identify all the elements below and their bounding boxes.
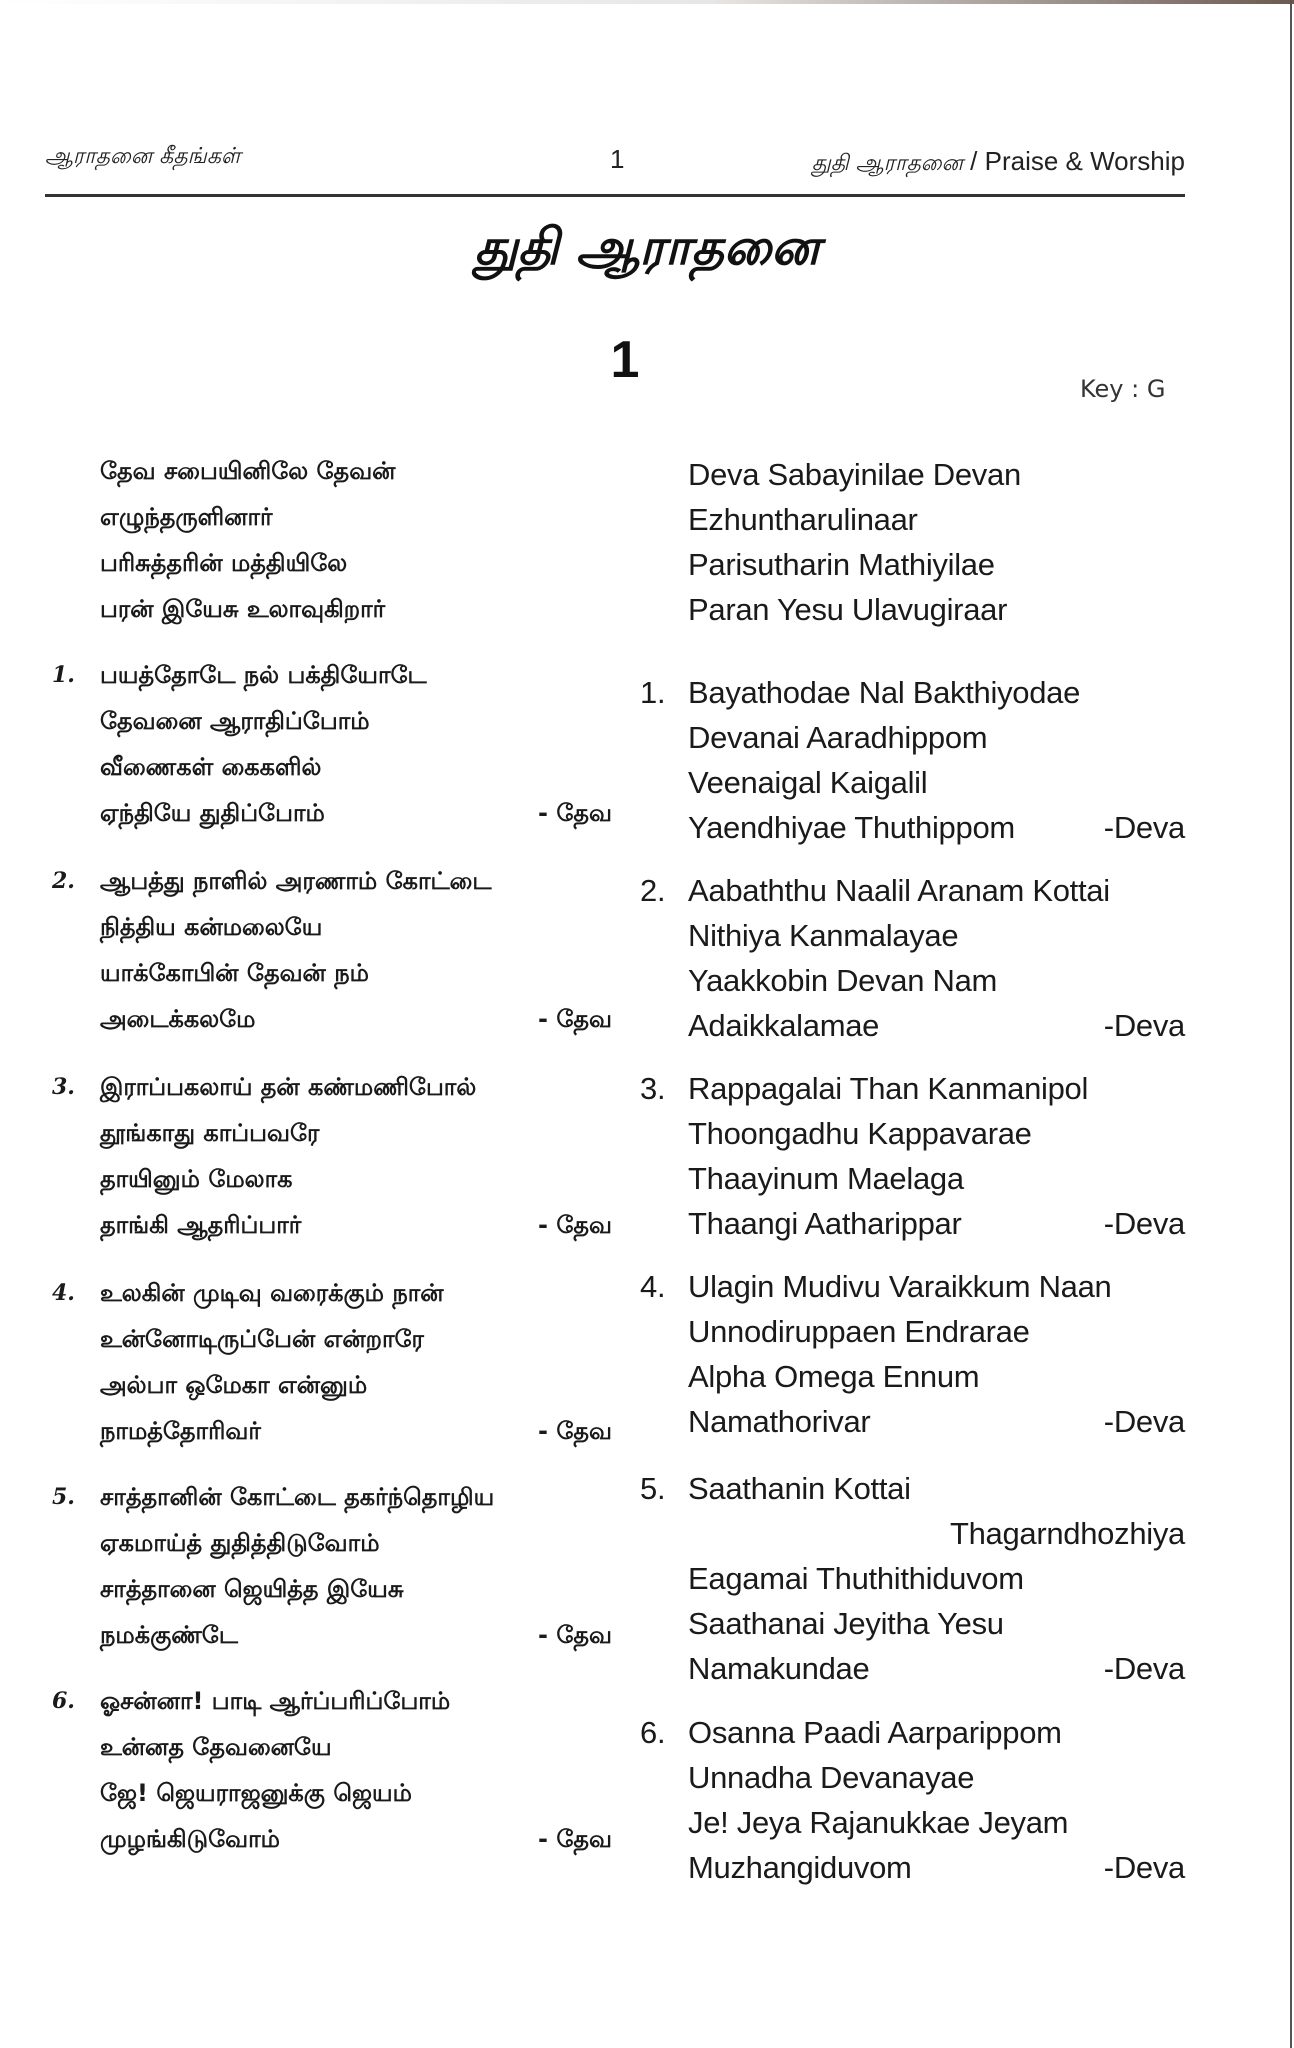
section-header-separator: / (962, 146, 985, 176)
lyric-line: அல்பா ஒமேகா என்னும் (100, 1371, 368, 1399)
lyric-line: Thaayinum Maelaga (688, 1161, 964, 1196)
lyric-line (52, 1612, 612, 1658)
section-title: துதி ஆராதனை (474, 218, 820, 276)
lyric-text: Saathanin Kottai (688, 1471, 911, 1506)
lyric-line: உன்னோடிருப்பேன் என்றாரே (100, 1325, 424, 1353)
lyric-line (52, 1064, 612, 1110)
lyric-line (52, 1270, 612, 1316)
running-header (45, 138, 1185, 178)
lyric-line: உன்னத தேவனையே (100, 1733, 332, 1761)
lyric-line (52, 1678, 612, 1724)
section-header (812, 146, 1185, 179)
lyric-text: Adaikkalamae (688, 1008, 880, 1043)
page-edge (1290, 0, 1292, 2048)
lyric-line: Unnodiruppaen Endrarae (688, 1314, 1030, 1349)
lyric-text: இராப்பகலாய் தன் கண்மணிபோல் (100, 1073, 477, 1101)
lyric-text: ஏந்தியே துதிப்போம் (100, 799, 325, 827)
verse-number: 4. (52, 1280, 75, 1306)
lyric-line: ஜே! ஜெயராஜனுக்கு ஜெயம் (100, 1779, 412, 1807)
verse-4-tamil (52, 1270, 612, 1454)
lyric-text: Namathorivar (688, 1404, 871, 1439)
lyric-line: தூங்காது காப்பவரே (100, 1119, 320, 1147)
verse-number: 2. (52, 868, 75, 894)
lyric-line (640, 1399, 1185, 1444)
refrain-marker: - தேவ (538, 1825, 612, 1853)
verse-number: 5. (640, 1471, 666, 1506)
lyric-line (52, 1816, 612, 1862)
chorus-tamil (52, 448, 612, 632)
lyric-line: Nithiya Kanmalayae (688, 918, 959, 953)
song-key: Key : G (1080, 375, 1166, 403)
verse-1-english (640, 670, 1185, 850)
lyric-text: ஓசன்னா! பாடி ஆர்ப்பரிப்போம் (100, 1687, 451, 1715)
lyric-line: Eagamai Thuthithiduvom (688, 1561, 1024, 1596)
lyric-line: Thoongadhu Kappavarae (688, 1116, 1032, 1151)
lyric-text: Rappagalai Than Kanmanipol (688, 1071, 1089, 1106)
verse-6-tamil (52, 1678, 612, 1862)
lyric-text: Muzhangiduvom (688, 1850, 912, 1885)
lyric-line: நித்திய கன்மலையே (100, 913, 323, 941)
lyric-line (640, 1845, 1185, 1890)
lyric-text: Bayathodae Nal Bakthiyodae (688, 675, 1081, 710)
lyric-text: அடைக்கலமே (100, 1005, 256, 1033)
verse-number: 6. (52, 1688, 75, 1714)
lyric-line (52, 1474, 612, 1520)
lyric-text: முழங்கிடுவோம் (100, 1825, 280, 1853)
verse-number: 3. (52, 1074, 75, 1100)
lyric-line: Paran Yesu Ulavugiraar (688, 592, 1008, 627)
section-header-tamil: துதி ஆராதனை (811, 151, 963, 176)
lyric-line (640, 1003, 1185, 1048)
lyric-line: Thagarndhozhiya (949, 1516, 1185, 1551)
lyric-text: உலகின் முடிவு வரைக்கும் நான் (100, 1279, 444, 1307)
lyric-text: ஆபத்து நாளில் அரணாம் கோட்டை (100, 867, 492, 895)
refrain-marker: - தேவ (538, 799, 612, 827)
lyric-line (640, 868, 1185, 913)
refrain-marker: -Deva (1103, 1008, 1185, 1043)
verse-number: 6. (640, 1715, 666, 1750)
lyric-line: Je! Jeya Rajanukkae Jeyam (688, 1805, 1069, 1840)
lyric-text: சாத்தானின் கோட்டை தகர்ந்தொழிய (100, 1483, 495, 1511)
lyric-line: வீணைகள் கைகளில் (100, 753, 322, 781)
lyric-text: Thaangi Aatharippar (688, 1206, 962, 1241)
refrain-marker: -Deva (1103, 1206, 1185, 1241)
lyric-text: Yaendhiyae Thuthippom (688, 810, 1015, 845)
lyric-line (640, 1646, 1185, 1691)
verse-2-tamil (52, 858, 612, 1042)
lyric-line: Alpha Omega Ennum (688, 1359, 980, 1394)
lyric-line: Saathanai Jeyitha Yesu (688, 1606, 1004, 1641)
refrain-marker: -Deva (1103, 1850, 1185, 1885)
refrain-marker: -Deva (1103, 810, 1185, 845)
page-top-shadow (0, 0, 1294, 4)
lyric-line (640, 1466, 1185, 1511)
lyric-line: Yaakkobin Devan Nam (688, 963, 998, 998)
verse-3-english (640, 1066, 1185, 1246)
lyric-text: தாங்கி ஆதரிப்பார் (100, 1211, 302, 1239)
verse-5-english (640, 1466, 1185, 1691)
chorus-english (640, 452, 1185, 632)
header-rule (45, 194, 1185, 197)
verse-3-tamil (52, 1064, 612, 1248)
lyric-line: சாத்தானை ஜெயித்த இயேசு (100, 1575, 404, 1603)
lyric-line: ஏகமாய்த் துதித்திடுவோம் (100, 1529, 380, 1557)
lyric-text: நமக்குண்டே (100, 1621, 238, 1649)
verse-number: 5. (52, 1484, 75, 1510)
verse-4-english (640, 1264, 1185, 1444)
verse-number: 1. (52, 662, 75, 688)
lyric-line: Parisutharin Mathiyilae (688, 547, 995, 582)
lyric-line (640, 1066, 1185, 1111)
lyric-line (52, 1408, 612, 1454)
refrain-marker: - தேவ (538, 1417, 612, 1445)
lyric-line: பரன் இயேசு உலாவுகிறார் (100, 595, 386, 623)
lyric-text: Aabaththu Naalil Aranam Kottai (688, 873, 1110, 908)
verse-6-english (640, 1710, 1185, 1890)
lyric-line (640, 805, 1185, 850)
section-header-english: Praise & Worship (984, 146, 1185, 176)
refrain-marker: -Deva (1103, 1404, 1185, 1439)
lyric-line: தாயினும் மேலாக (100, 1165, 293, 1193)
lyric-line (52, 996, 612, 1042)
lyric-line: தேவனை ஆராதிப்போம் (100, 707, 370, 735)
verse-1-tamil (52, 652, 612, 836)
page-number: 1 (610, 144, 625, 174)
lyric-line: தேவ சபையினிலே தேவன் (100, 457, 396, 485)
lyric-line (640, 1264, 1185, 1309)
lyric-line: Veenaigal Kaigalil (688, 765, 928, 800)
refrain-marker: - தேவ (538, 1621, 612, 1649)
book-title: ஆராதனை கீதங்கள் (45, 144, 241, 169)
lyric-text: Osanna Paadi Aarparippom (688, 1715, 1062, 1750)
song-number: 1 (610, 331, 640, 389)
lyric-line (52, 1202, 612, 1248)
verse-number: 2. (640, 873, 666, 908)
lyric-line (640, 670, 1185, 715)
lyric-line: Deva Sabayinilae Devan (688, 457, 1021, 492)
refrain-marker: -Deva (1103, 1651, 1185, 1686)
lyric-line: Unnadha Devanayae (688, 1760, 975, 1795)
verse-number: 1. (640, 675, 666, 710)
lyric-line (640, 1201, 1185, 1246)
lyric-line (52, 790, 612, 836)
verse-number: 4. (640, 1269, 666, 1304)
lyric-text: Namakundae (688, 1651, 870, 1686)
lyric-line: Devanai Aaradhippom (688, 720, 988, 755)
lyric-line: யாக்கோபின் தேவன் நம் (100, 959, 369, 987)
lyric-text: பயத்தோடே நல் பக்தியோடே (100, 661, 427, 689)
lyric-text: நாமத்தோரிவர் (100, 1417, 261, 1445)
lyric-line (52, 652, 612, 698)
verse-2-english (640, 868, 1185, 1048)
refrain-marker: - தேவ (538, 1005, 612, 1033)
refrain-marker: - தேவ (538, 1211, 612, 1239)
lyric-line (640, 1710, 1185, 1755)
verse-5-tamil (52, 1474, 612, 1658)
lyric-line: எழுந்தருளினார் (100, 503, 273, 531)
lyric-line: Ezhuntharulinaar (688, 502, 918, 537)
lyric-text: Ulagin Mudivu Varaikkum Naan (688, 1269, 1112, 1304)
lyric-line (52, 858, 612, 904)
verse-number: 3. (640, 1071, 666, 1106)
lyric-line: பரிசுத்தரின் மத்தியிலே (100, 549, 348, 577)
